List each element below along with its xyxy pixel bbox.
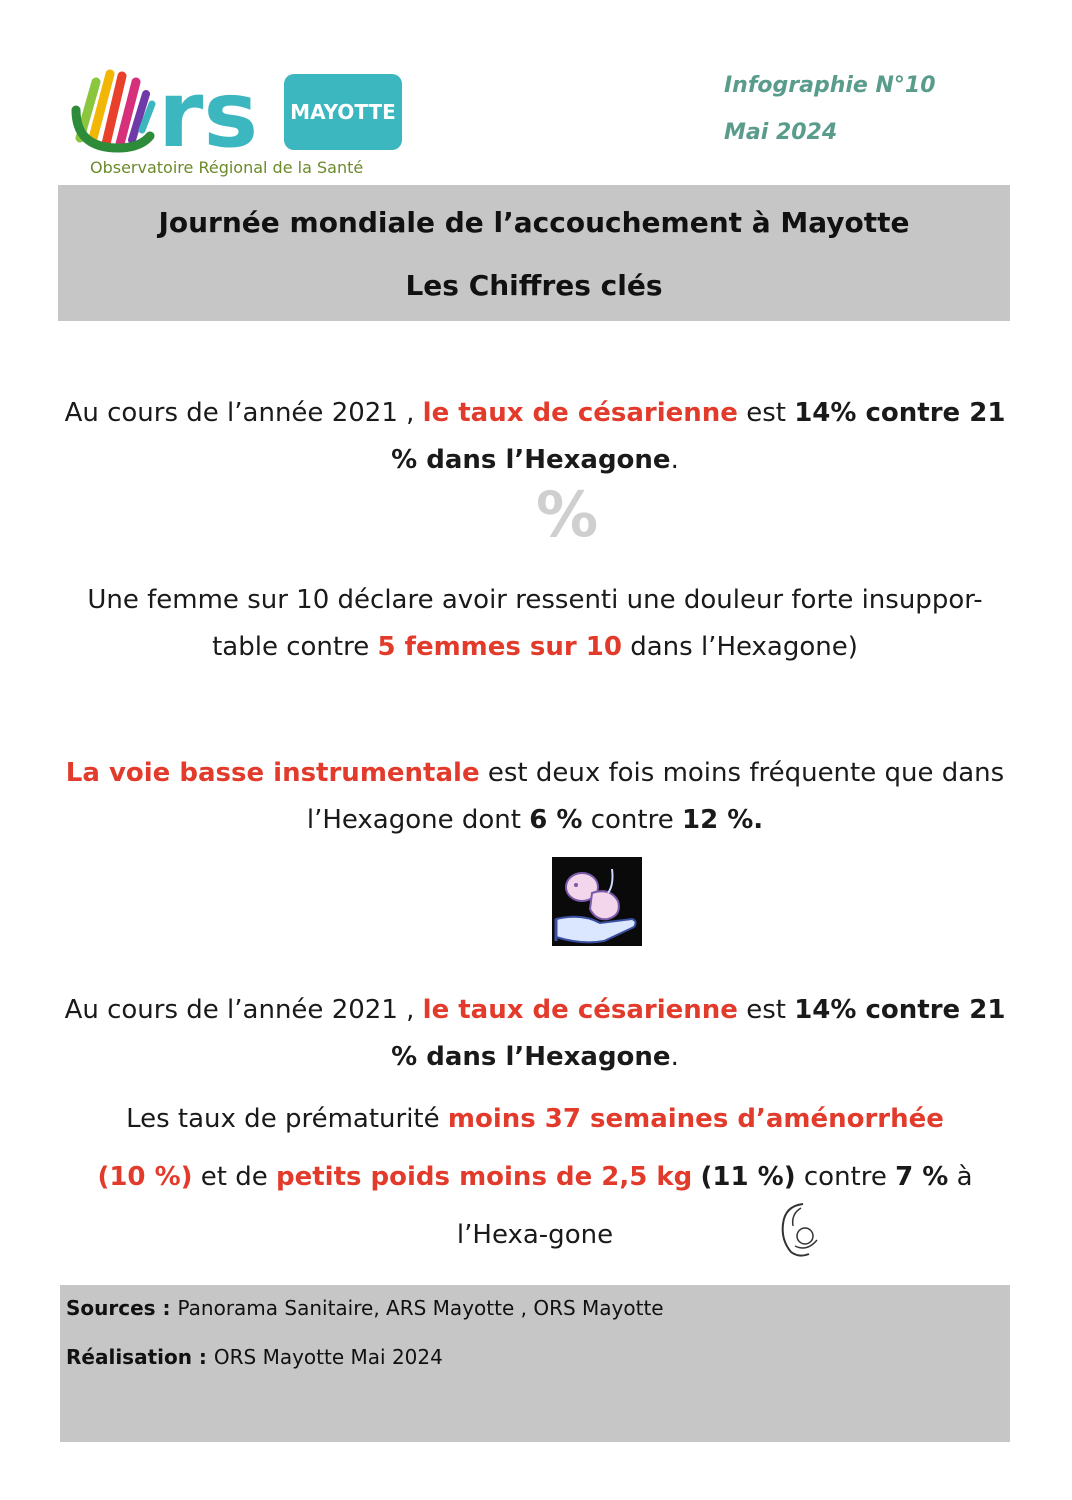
sources-box	[60, 1285, 1010, 1442]
logo-stripes	[76, 74, 152, 148]
cesarean-rate-paragraph: Au cours de l’année 2021 , le taux de césarienne est 14% contre 21 % dans l’Hexagone.	[64, 398, 1006, 475]
highlight-cesarean: le taux de césarienne	[422, 398, 738, 428]
ors-logo	[66, 60, 406, 185]
cesarean-figure: 14% contre 21 % dans l’Hexagone	[391, 398, 1006, 475]
percent-icon: %	[536, 478, 599, 551]
cesarean-rate-paragraph-repeat: Au cours de l’année 2021 , le taux de césarienne est 14% contre 21 % dans l’Hexagone.	[64, 995, 1006, 1072]
infographic-number: Infographie N°10	[724, 73, 936, 98]
highlight-instrumental: La voie basse instrumentale	[65, 758, 480, 788]
realisation-line: Réalisation : ORS Mayotte Mai 2024	[66, 1345, 443, 1369]
highlight-prematurity: moins 37 semaines d’aménorrhée	[447, 1104, 944, 1134]
prematurity-paragraph: Les taux de prématurité moins 37 semaines d’aménorrhée (10 %) et de petits poids moins de 2,5 kg (11 %) contre 7 % à l’Hexa-gone	[97, 1104, 973, 1250]
mother-child-icon	[773, 1200, 827, 1260]
pain-paragraph: Une femme sur 10 déclare avoir ressenti une douleur forte insuppor-table contre 5 femmes sur 10 dans l’Hexagone)	[87, 585, 983, 662]
highlight-low-birth-weight: petits poids moins de 2,5 kg	[276, 1162, 693, 1192]
highlight-pain-hexagone: 5 femmes sur 10	[377, 632, 622, 662]
ors-logo-mark	[66, 60, 286, 156]
logo-tagline: Observatoire Régional de la Santé	[90, 158, 364, 177]
publication-date: Mai 2024	[724, 120, 838, 145]
instrumental-delivery-paragraph: La voie basse instrumentale est deux fois moins fréquente que dans l’Hexagone dont 6 % contre 12 %.	[65, 758, 1005, 835]
logo-mayotte-badge: MAYOTTE	[284, 74, 402, 150]
title-box	[58, 185, 1010, 321]
baby-in-hand-icon	[552, 857, 642, 946]
page-title: Journée mondiale de l’accouchement à Mayotte	[158, 206, 910, 239]
page-subtitle: Les Chiffres clés	[405, 269, 663, 302]
sources-line: Sources : Panorama Sanitaire, ARS Mayotte , ORS Mayotte	[66, 1296, 664, 1320]
logo-rs-text: rs	[158, 61, 259, 156]
